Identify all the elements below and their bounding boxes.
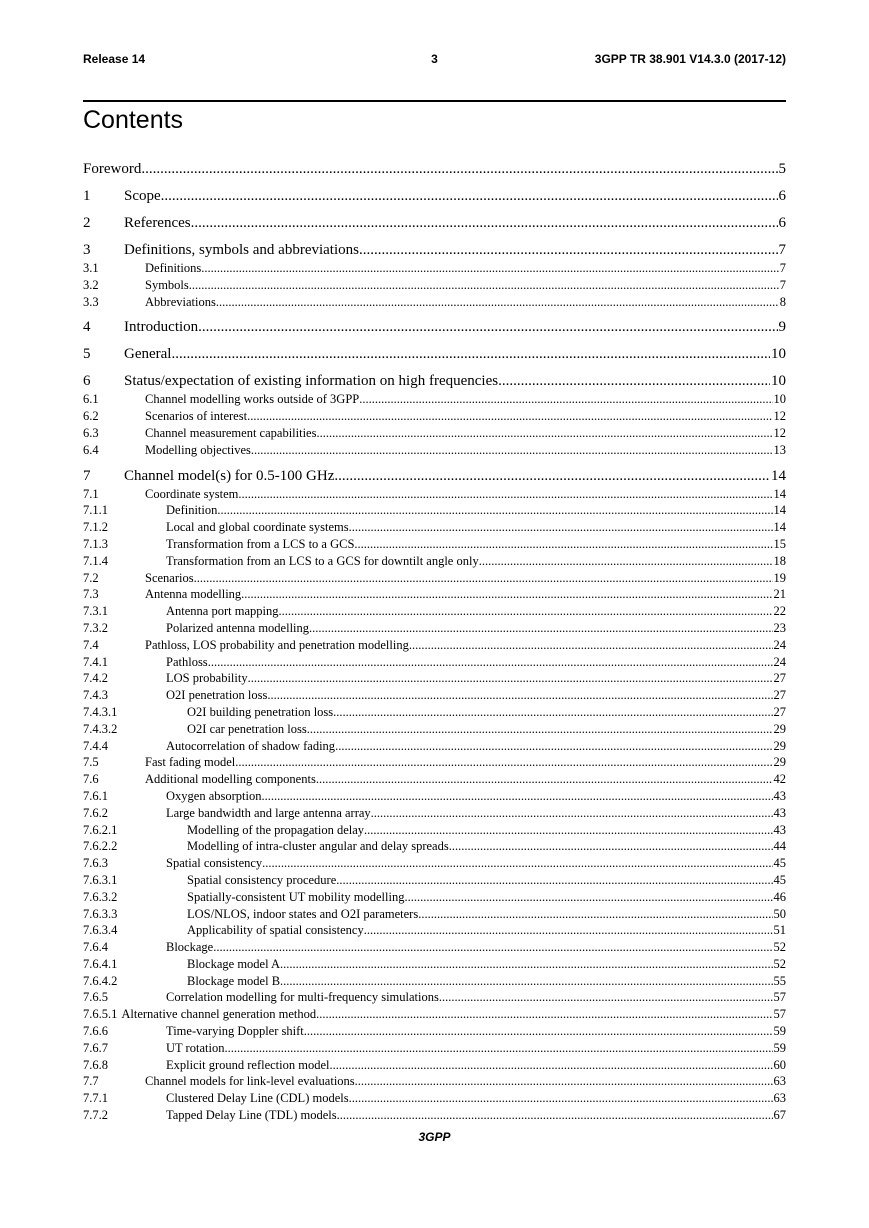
toc-dot-leader (404, 889, 772, 906)
toc-entry[interactable] (83, 989, 786, 1006)
toc-entry-number: 7.6.3.2 (83, 889, 118, 904)
toc-entry-page[interactable]: 57 (773, 1007, 786, 1022)
page-number: 3 (431, 52, 438, 66)
toc-entry[interactable] (83, 872, 786, 889)
toc-entry-number: 7 (83, 467, 91, 484)
toc-dot-leader (278, 603, 772, 620)
toc-entry-title[interactable]: Blockage model A (187, 956, 281, 971)
toc-entry-number: 7.4 (83, 637, 99, 652)
toc-dot-leader (349, 1090, 773, 1107)
toc-entry-page[interactable]: 50 (773, 906, 786, 921)
toc-entry-page[interactable]: 7 (778, 242, 786, 258)
toc-entry-title[interactable]: Blockage (166, 940, 214, 955)
toc-entry-title[interactable]: Pathloss (166, 654, 208, 669)
toc-entry[interactable] (83, 855, 786, 872)
toc-entry-title[interactable]: Additional modelling components (145, 772, 316, 787)
toc-entry-number: 1 (83, 188, 91, 204)
toc-entry-page[interactable]: 10 (771, 373, 786, 390)
toc-entry-title[interactable]: Channel modelling works outside of 3GPP (145, 392, 360, 407)
toc-entry-page[interactable]: 14 (771, 467, 786, 484)
toc-entry-title[interactable]: Transformation from an LCS to a GCS for downtilt angle only (166, 553, 479, 568)
toc-entry[interactable] (83, 939, 786, 956)
toc-entry[interactable] (83, 670, 786, 687)
toc-entry[interactable] (83, 889, 786, 906)
toc-dot-leader (208, 654, 773, 671)
toc-entry[interactable] (83, 838, 786, 855)
toc-entry-number: 7.6.5 (83, 990, 108, 1005)
toc-entry-title[interactable]: Spatially-consistent UT mobility modelling (187, 889, 405, 904)
toc-entry-number: 3.3 (83, 294, 99, 309)
toc-entry-page[interactable]: 10 (773, 392, 786, 407)
toc-dot-leader (359, 240, 778, 260)
toc-dot-leader (409, 637, 773, 654)
toc-entry-title[interactable]: Coordinate system (145, 486, 239, 501)
toc-entry-title[interactable]: UT rotation (166, 1040, 225, 1055)
toc-entry-number: 7.4.3 (83, 688, 108, 703)
toc-entry[interactable] (83, 486, 786, 503)
toc-entry-number: 7.6.4.2 (83, 973, 118, 988)
toc-entry[interactable] (83, 159, 786, 179)
toc-dot-leader (213, 939, 772, 956)
toc-entry[interactable] (83, 1040, 786, 1057)
toc-entry-page[interactable]: 14 (773, 486, 786, 501)
toc-entry-page[interactable]: 45 (773, 872, 786, 887)
toc-entry-title[interactable]: O2I penetration loss (166, 688, 268, 703)
toc-dot-leader (161, 186, 778, 206)
toc-entry-page[interactable]: 14 (773, 503, 786, 518)
toc-entry-title[interactable]: LOS probability (166, 671, 248, 686)
toc-entry[interactable] (83, 973, 786, 990)
toc-entry-title[interactable]: LOS/NLOS, indoor states and O2I parameters (187, 906, 419, 921)
toc-entry[interactable] (83, 1107, 786, 1124)
toc-dot-leader (238, 486, 772, 503)
toc-entry[interactable] (83, 1090, 786, 1107)
toc-entry-number: 7.7.1 (83, 1091, 108, 1106)
toc-entry-number: 5 (83, 346, 91, 363)
toc-entry-page[interactable]: 29 (773, 738, 786, 753)
toc-entry-page[interactable]: 23 (773, 620, 786, 635)
toc-entry-number: 7.3.2 (83, 620, 108, 635)
toc-entry-number: 7.7 (83, 1074, 99, 1089)
toc-dot-leader (247, 408, 772, 425)
toc-dot-leader (479, 553, 773, 570)
toc-entry-title[interactable]: Introduction (124, 319, 199, 336)
toc-entry-title[interactable]: Autocorrelation of shadow fading (166, 738, 336, 753)
toc-entry[interactable] (83, 1073, 786, 1090)
toc-entry-title[interactable]: Time-varying Doppler shift (166, 1024, 304, 1039)
toc-entry-title[interactable]: References (124, 215, 191, 231)
toc-entry[interactable] (83, 408, 786, 425)
toc-dot-leader (217, 502, 772, 519)
toc-entry-page[interactable]: 60 (773, 1057, 786, 1072)
toc-entry[interactable] (83, 240, 786, 260)
toc-entry-page[interactable]: 9 (778, 319, 786, 336)
toc-entry-page[interactable]: 24 (773, 654, 786, 669)
toc-dot-leader (316, 771, 773, 788)
toc-entry-number: 7.4.1 (83, 654, 108, 669)
toc-entry[interactable] (83, 536, 786, 553)
toc-entry[interactable] (83, 620, 786, 637)
toc-dot-leader (194, 570, 773, 587)
toc-entry-number: 7.6.4 (83, 940, 108, 955)
toc-entry[interactable] (83, 956, 786, 973)
toc-entry[interactable] (83, 1057, 786, 1074)
toc-entry-number: 7.4.2 (83, 671, 108, 686)
toc-entry[interactable] (83, 687, 786, 704)
toc-dot-leader (224, 1040, 772, 1057)
toc-entry-number: 7.2 (83, 570, 99, 585)
toc-entry[interactable] (83, 519, 786, 536)
toc-dot-leader (371, 805, 773, 822)
toc-entry-page[interactable]: 14 (773, 520, 786, 535)
toc-entry-page[interactable]: 24 (773, 637, 786, 652)
toc-entry-title[interactable]: Local and global coordinate systems (166, 520, 349, 535)
toc-entry-page[interactable]: 46 (773, 889, 786, 904)
toc-entry-page[interactable]: 18 (773, 553, 786, 568)
toc-entry-page[interactable]: 12 (773, 425, 786, 440)
toc-entry-title[interactable]: Modelling of the propagation delay (187, 822, 365, 837)
toc-entry-number: 7.1.4 (83, 553, 108, 568)
toc-entry-number: 7.6.5.1 (83, 1007, 118, 1022)
toc-entry-title[interactable]: Tapped Delay Line (TDL) models (166, 1108, 337, 1123)
toc-entry-number: 7.6.8 (83, 1057, 108, 1072)
toc-entry[interactable] (83, 637, 786, 654)
toc-entry-number: 6 (83, 373, 91, 390)
toc-dot-leader (262, 855, 772, 872)
toc-dot-leader (141, 159, 777, 179)
toc-dot-leader (191, 213, 778, 233)
toc-entry-title[interactable]: Transformation from a LCS to a GCS (166, 536, 355, 551)
toc-entry-page[interactable]: 52 (773, 956, 786, 971)
toc-entry-page[interactable]: 6 (778, 188, 786, 204)
toc-entry-page[interactable]: 10 (771, 346, 786, 363)
toc-entry-number: 6.3 (83, 425, 99, 440)
toc-entry-page[interactable]: 29 (773, 755, 786, 770)
toc-dot-leader (349, 519, 773, 536)
toc-entry-page[interactable]: 44 (773, 839, 786, 854)
toc-dot-leader (418, 906, 772, 923)
toc-entry[interactable] (83, 586, 786, 603)
toc-entry-page[interactable]: 22 (773, 604, 786, 619)
toc-entry-page[interactable]: 42 (773, 772, 786, 787)
header-rule (83, 100, 786, 102)
toc-entry-number: 7.6.4.1 (83, 956, 118, 971)
toc-entry[interactable] (83, 213, 786, 233)
document-id: 3GPP TR 38.901 V14.3.0 (2017-12) (594, 52, 786, 66)
toc-entry[interactable] (83, 805, 786, 822)
toc-entry-title[interactable]: Scenarios of interest (145, 409, 248, 424)
toc-dot-leader (330, 1057, 773, 1074)
toc-dot-leader (333, 704, 772, 721)
toc-entry-page[interactable]: 7 (779, 261, 786, 275)
toc-entry[interactable] (83, 771, 786, 788)
toc-entry-number: 7.1.1 (83, 503, 108, 518)
toc-entry-title[interactable]: Status/expectation of existing information on high frequencies (124, 373, 499, 390)
toc-entry-page[interactable]: 51 (773, 923, 786, 938)
toc-entry-title[interactable]: Spatial consistency procedure (187, 872, 337, 887)
toc-entry-title[interactable]: Channel measurement capabilities (145, 425, 317, 440)
toc-entry-page[interactable]: 19 (773, 570, 786, 585)
toc-dot-leader (280, 973, 772, 990)
toc-dot-leader (336, 872, 772, 889)
toc-entry[interactable] (83, 906, 786, 923)
toc-dot-leader (316, 1006, 772, 1023)
toc-entry[interactable] (83, 603, 786, 620)
toc-entry[interactable] (83, 704, 786, 721)
toc-entry-number: 7.3.1 (83, 604, 108, 619)
toc-entry-page[interactable]: 67 (773, 1108, 786, 1123)
toc-entry-page[interactable]: 43 (773, 822, 786, 837)
toc-dot-leader (280, 956, 772, 973)
toc-dot-leader (355, 1073, 773, 1090)
toc-entry-page[interactable]: 55 (773, 973, 786, 988)
toc-entry-title[interactable]: Foreword (83, 161, 142, 177)
toc-entry-number: 7.6.2.1 (83, 822, 118, 837)
toc-entry-page[interactable]: 52 (773, 940, 786, 955)
toc-dot-leader (198, 317, 777, 337)
table-of-contents (83, 159, 786, 1124)
toc-entry-title[interactable]: Modelling of intra-cluster angular and delay spreads (187, 839, 449, 854)
toc-entry-page[interactable]: 29 (773, 721, 786, 736)
toc-dot-leader (189, 277, 779, 294)
toc-dot-leader (235, 754, 772, 771)
page-title: Contents (83, 106, 184, 134)
toc-entry-title[interactable]: Fast fading model (145, 755, 236, 770)
toc-entry-number: 7.7.2 (83, 1108, 108, 1123)
toc-entry-title[interactable]: Scenarios (145, 570, 194, 585)
toc-entry-number: 6.1 (83, 392, 99, 407)
toc-entry[interactable] (83, 442, 786, 459)
toc-entry[interactable] (83, 371, 786, 391)
toc-dot-leader (309, 620, 772, 637)
toc-entry-number: 7.6 (83, 772, 99, 787)
toc-entry-number: 7.6.3.4 (83, 923, 118, 938)
toc-entry-number: 7.4.3.2 (83, 721, 118, 736)
toc-entry-title[interactable]: Clustered Delay Line (CDL) models (166, 1091, 349, 1106)
toc-entry[interactable] (83, 466, 786, 486)
toc-entry[interactable] (83, 186, 786, 206)
toc-entry-title[interactable]: Blockage model B (187, 973, 281, 988)
toc-entry[interactable] (83, 391, 786, 408)
toc-entry-page[interactable]: 57 (773, 990, 786, 1005)
toc-entry[interactable] (83, 425, 786, 442)
toc-entry-title[interactable]: Definitions (145, 261, 202, 275)
toc-dot-leader (316, 425, 772, 442)
toc-dot-leader (335, 738, 772, 755)
toc-entry-number: 7.1.3 (83, 536, 108, 551)
toc-entry-title[interactable]: Scope (124, 188, 161, 204)
toc-entry[interactable] (83, 277, 786, 294)
toc-dot-leader (449, 838, 773, 855)
toc-entry[interactable] (83, 260, 786, 277)
toc-entry[interactable] (83, 738, 786, 755)
toc-entry-number: 7.3 (83, 587, 99, 602)
toc-entry-title[interactable]: Antenna port mapping (166, 604, 279, 619)
toc-dot-leader (354, 536, 772, 553)
toc-entry-number: 6.2 (83, 409, 99, 424)
toc-entry-title[interactable]: Abbreviations (145, 294, 216, 309)
toc-entry-number: 7.1.2 (83, 520, 108, 535)
toc-dot-leader (171, 344, 770, 364)
toc-entry-number: 6.4 (83, 442, 99, 457)
toc-entry-title[interactable]: Modelling objectives (145, 442, 251, 457)
toc-entry-title[interactable]: General (124, 346, 172, 363)
toc-entry-page[interactable]: 6 (778, 215, 786, 231)
toc-entry-title[interactable]: Spatial consistency (166, 856, 263, 871)
toc-entry-title[interactable]: Polarized antenna modelling (166, 620, 310, 635)
toc-entry-number: 7.4.3.1 (83, 704, 118, 719)
toc-dot-leader (248, 670, 773, 687)
toc-entry-number: 7.6.3.1 (83, 872, 118, 887)
toc-entry[interactable] (83, 1023, 786, 1040)
release-label: Release 14 (83, 52, 146, 66)
toc-entry-page[interactable]: 43 (773, 805, 786, 820)
toc-entry-title[interactable]: Applicability of spatial consistency (187, 923, 364, 938)
toc-entry[interactable] (83, 721, 786, 738)
toc-dot-leader (241, 586, 772, 603)
toc-entry-page[interactable]: 43 (773, 788, 786, 803)
toc-entry[interactable] (83, 754, 786, 771)
toc-entry-page[interactable]: 63 (773, 1091, 786, 1106)
toc-entry-number: 7.6.2 (83, 805, 108, 820)
toc-entry-page[interactable]: 13 (773, 442, 786, 457)
toc-dot-leader (304, 1023, 773, 1040)
toc-entry[interactable] (83, 502, 786, 519)
toc-entry-title[interactable]: Definitions, symbols and abbreviations (124, 242, 359, 258)
toc-entry-number: 7.6.1 (83, 788, 108, 803)
toc-entry-title[interactable]: Large bandwidth and large antenna array (166, 805, 371, 820)
toc-entry-number: 3.1 (83, 261, 99, 275)
toc-entry[interactable] (83, 654, 786, 671)
toc-entry-title[interactable]: O2I car penetration loss (187, 721, 307, 736)
toc-dot-leader (364, 822, 772, 839)
toc-dot-leader (251, 442, 773, 459)
toc-entry[interactable] (83, 570, 786, 587)
toc-entry-number: 3.2 (83, 277, 99, 292)
toc-entry-title[interactable]: Symbols (145, 277, 189, 292)
toc-entry-number: 7.6.3 (83, 856, 108, 871)
toc-entry-title[interactable]: Channel models for link-level evaluations (145, 1074, 355, 1089)
toc-entry-number: 7.6.7 (83, 1040, 108, 1055)
toc-entry[interactable] (83, 922, 786, 939)
toc-entry-page[interactable]: 63 (773, 1074, 786, 1089)
toc-entry-title[interactable]: O2I building penetration loss (187, 704, 334, 719)
toc-entry-title[interactable]: Alternative channel generation method (121, 1007, 317, 1022)
toc-entry-page[interactable]: 15 (773, 536, 786, 551)
toc-entry-number: 7.6.6 (83, 1024, 108, 1039)
toc-entry[interactable] (83, 294, 786, 311)
toc-dot-leader (307, 721, 773, 738)
toc-entry-number: 7.4.4 (83, 738, 108, 753)
toc-entry-number: 7.5 (83, 755, 99, 770)
toc-entry-page[interactable]: 45 (773, 856, 786, 871)
toc-entry-page[interactable]: 59 (773, 1024, 786, 1039)
toc-entry-page[interactable]: 27 (773, 688, 786, 703)
toc-entry-title[interactable]: Pathloss, LOS probability and penetration modelling (145, 637, 409, 652)
toc-dot-leader (498, 371, 770, 391)
page-footer: 3GPP (418, 1130, 451, 1144)
toc-dot-leader (439, 989, 773, 1006)
toc-dot-leader (267, 687, 772, 704)
toc-entry-page[interactable]: 27 (773, 704, 786, 719)
toc-entry-title[interactable]: Channel model(s) for 0.5-100 GHz (124, 467, 335, 484)
page-header (83, 52, 786, 70)
toc-dot-leader (337, 1107, 773, 1124)
toc-entry-title[interactable]: Oxygen absorption (166, 788, 262, 803)
toc-entry-page[interactable]: 8 (779, 294, 786, 309)
toc-entry-page[interactable]: 12 (773, 409, 786, 424)
toc-dot-leader (334, 466, 770, 486)
toc-entry-number: 7.6.3.3 (83, 906, 118, 921)
toc-entry[interactable] (83, 344, 786, 364)
toc-entry-page[interactable]: 7 (779, 277, 786, 292)
toc-entry[interactable] (83, 788, 786, 805)
toc-entry-page[interactable]: 21 (773, 587, 786, 602)
toc-dot-leader (359, 391, 772, 408)
toc-entry-title[interactable]: Definition (166, 503, 218, 518)
toc-dot-leader (216, 294, 779, 311)
toc-dot-leader (364, 922, 773, 939)
toc-entry-page[interactable]: 59 (773, 1040, 786, 1055)
toc-entry-page[interactable]: 27 (773, 671, 786, 686)
toc-entry[interactable] (83, 822, 786, 839)
toc-entry-title[interactable]: Antenna modelling (145, 587, 242, 602)
toc-entry-title[interactable]: Correlation modelling for multi-frequency simulations (166, 990, 439, 1005)
toc-entry[interactable] (83, 1006, 786, 1023)
toc-entry-title[interactable]: Explicit ground reflection model (166, 1057, 330, 1072)
toc-dot-leader (261, 788, 772, 805)
toc-entry-page[interactable]: 5 (778, 161, 786, 177)
toc-entry-number: 7.1 (83, 486, 99, 501)
toc-entry-number: 2 (83, 215, 91, 231)
toc-entry-number: 4 (83, 319, 91, 336)
toc-entry[interactable] (83, 553, 786, 570)
toc-entry[interactable] (83, 317, 786, 337)
toc-dot-leader (201, 260, 779, 277)
toc-entry-number: 7.6.2.2 (83, 839, 118, 854)
toc-entry-number: 3 (83, 242, 91, 258)
